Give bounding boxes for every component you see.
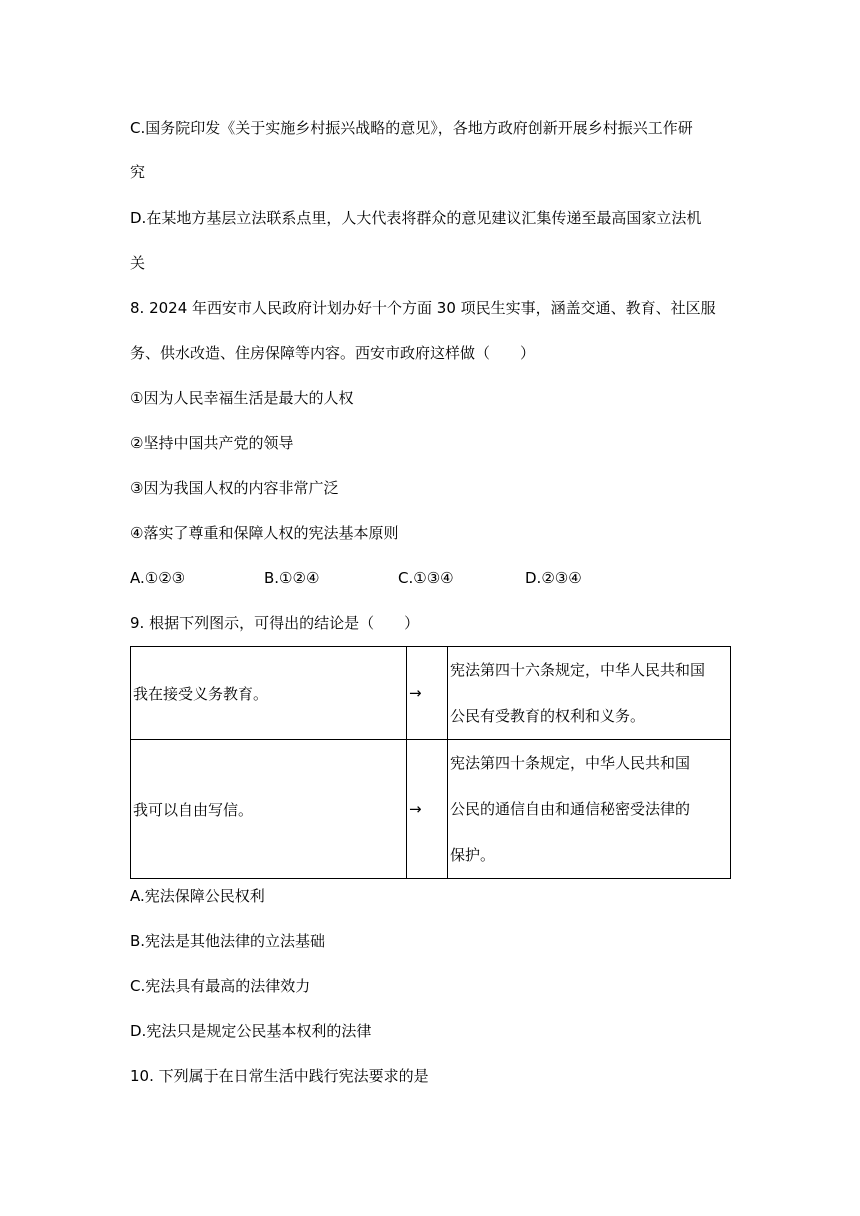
- question-9-stem: 9. 根据下列图示，可得出的结论是（ ）: [130, 614, 420, 632]
- question-10-stem: 10. 下列属于在日常生活中践行宪法要求的是: [130, 1067, 429, 1085]
- line-d-option: D.在某地方基层立法联系点里，人大代表将群众的意见建议汇集传递至最高国家立法机: [130, 209, 702, 227]
- line-d-option-cont: 关: [130, 254, 146, 272]
- line-c-option: C.国务院印发《关于实施乡村振兴战略的意见》，各地方政府创新开展乡村振兴工作研: [130, 119, 693, 137]
- statement-4: ④落实了尊重和保障人权的宪法基本原则: [130, 524, 399, 542]
- option-a: A.①②③: [130, 569, 186, 587]
- statement-3: ③因为我国人权的内容非常广泛: [130, 479, 339, 497]
- statement-1: ①因为人民幸福生活是最大的人权: [130, 389, 354, 407]
- option-c: C.①③④: [398, 569, 454, 587]
- table-cell-right: [448, 740, 731, 879]
- cell-text-line: 公民的通信自由和通信秘密受法律的: [450, 800, 691, 818]
- table-cell-left: 我在接受义务教育。: [131, 647, 407, 740]
- table-row: [131, 647, 731, 740]
- q9-option-a: A.宪法保障公民权利: [130, 887, 265, 905]
- table-row: [131, 740, 731, 879]
- question-8-stem: 8. 2024 年西安市人民政府计划办好十个方面 30 项民生实事，涵盖交通、教育、社区服: [130, 299, 716, 317]
- option-d: D.②③④: [525, 569, 582, 587]
- cell-text-line: 保护。: [450, 846, 496, 864]
- table-cell-left: 我可以自由写信。: [131, 740, 407, 879]
- cell-text-line: 宪法第四十条规定，中华人民共和国: [450, 754, 691, 772]
- arrow-icon: →: [407, 647, 448, 740]
- question-8-stem-cont: 务、供水改造、住房保障等内容。西安市政府这样做（ ）: [130, 344, 536, 362]
- option-b: B.①②④: [264, 569, 320, 587]
- q9-option-d: D.宪法只是规定公民基本权利的法律: [130, 1022, 372, 1040]
- figure-table: [130, 646, 731, 879]
- arrow-icon: →: [407, 740, 448, 879]
- cell-text-line: 公民有受教育的权利和义务。: [450, 707, 646, 725]
- q9-option-b: B.宪法是其他法律的立法基础: [130, 932, 326, 950]
- q9-option-c: C.宪法具有最高的法律效力: [130, 977, 311, 995]
- cell-text-line: 宪法第四十六条规定，中华人民共和国: [450, 661, 706, 679]
- statement-2: ②坚持中国共产党的领导: [130, 434, 294, 452]
- question-8-options: [130, 568, 730, 588]
- table-cell-right: [448, 647, 731, 740]
- line-c-option-cont: 究: [130, 163, 146, 181]
